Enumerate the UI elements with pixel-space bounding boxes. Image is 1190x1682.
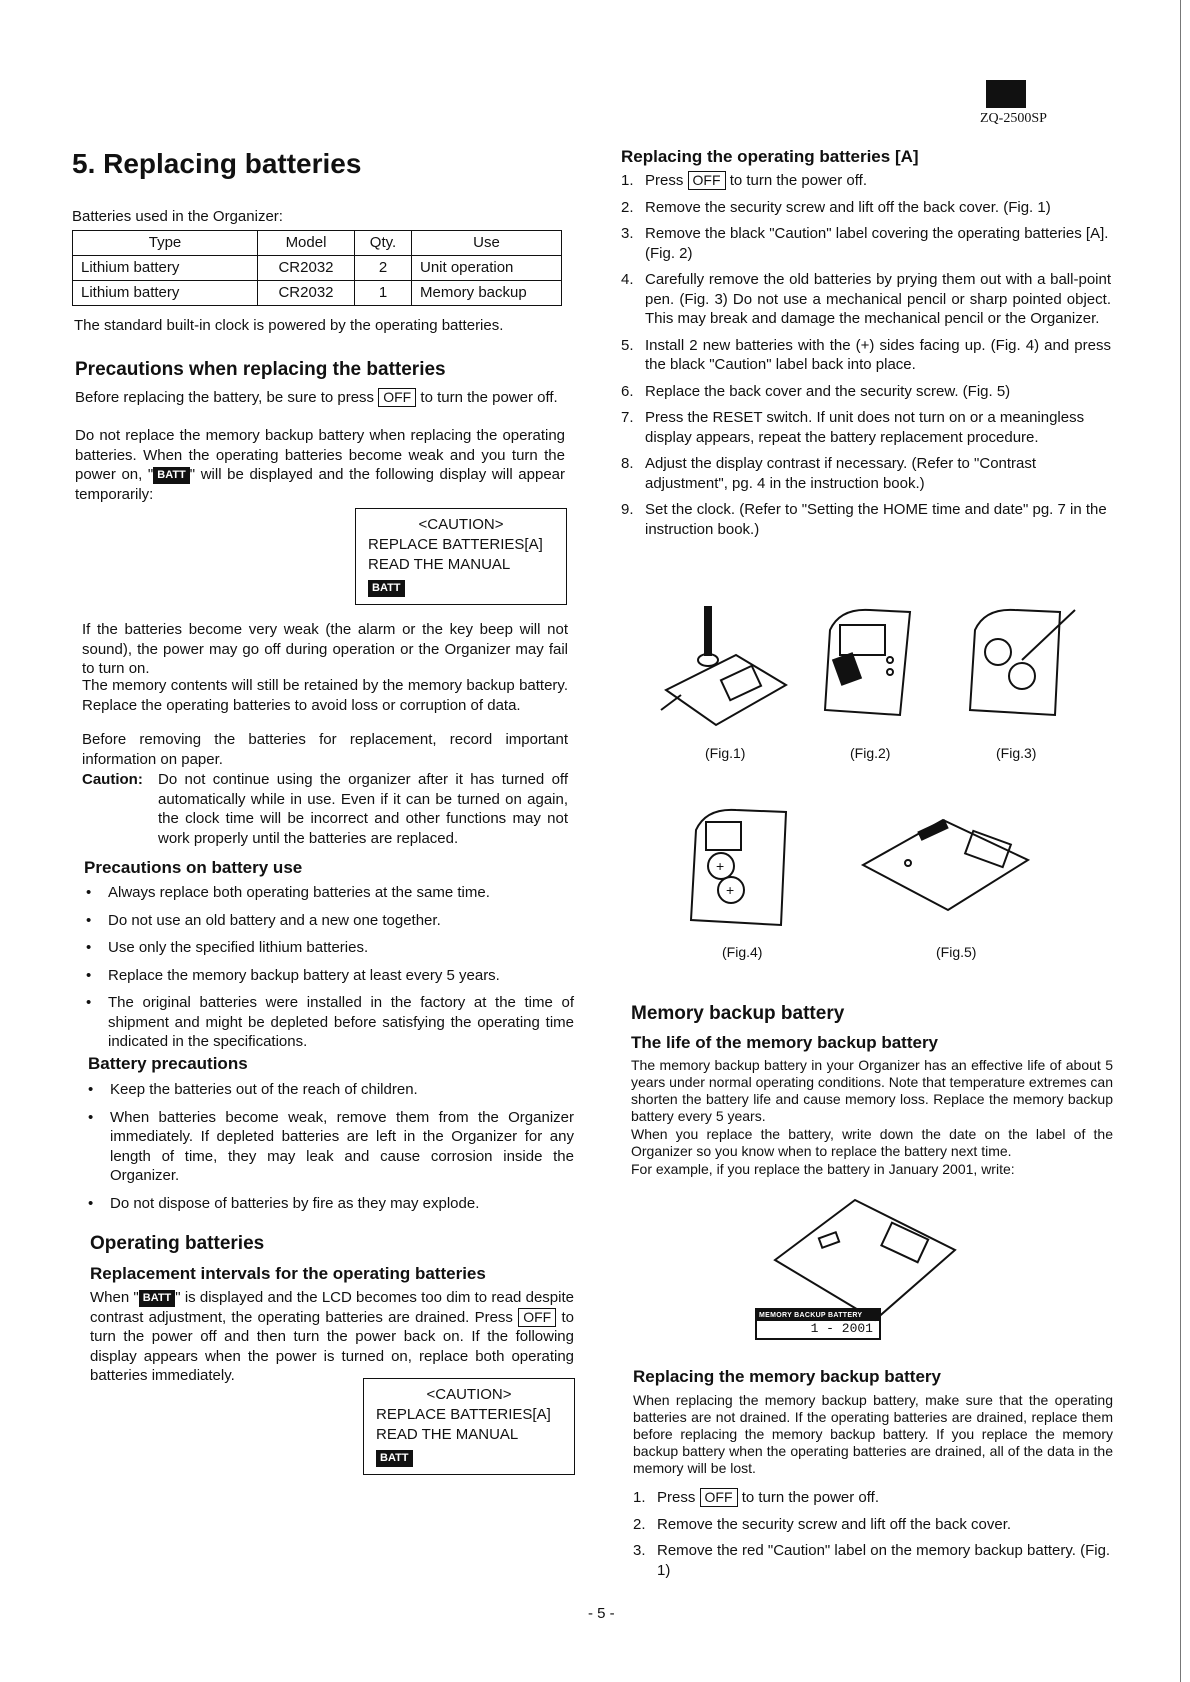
caution-display-1 — [355, 508, 567, 605]
list-item: 6. Replace the back cover and the security screw. (Fig. 5) — [621, 382, 1011, 400]
battery-table — [72, 230, 562, 306]
cell: Lithium battery — [73, 256, 258, 281]
table-row — [73, 281, 562, 306]
memory-retained-paragraph: The memory contents will still be retained by the memory backup battery. Replace the operating batteries to avoid loss or corruption of data. — [82, 677, 568, 714]
text: " is displayed and the LCD becomes too dim to read despite contrast adjustment, the operating batteries are drained. Press — [90, 1289, 574, 1326]
text: When " — [90, 1289, 139, 1306]
text: " will be displayed and the following display will appear temporarily: — [75, 466, 565, 503]
replacing-operating-heading: Replacing the operating batteries [A] — [621, 147, 919, 166]
weak-batteries-paragraph: If the batteries become very weak (the alarm or the key beep will not sound), the power may go off during operation or the Organizer may fail to turn on. — [82, 621, 568, 677]
life-paragraph-2: When you replace the battery, write down the date on the label of the Organizer so you know when to replace the battery next time. — [631, 1126, 1113, 1159]
svg-text:+: + — [716, 858, 725, 874]
caution-line: REPLACE BATTERIES[A] — [368, 536, 543, 553]
list-item: • Do not dispose of batteries by fire as they may explode. — [88, 1194, 480, 1212]
text: Do not replace the memory backup battery when replacing the operating batteries. When the operating batteries become weak and you turn the power on, " — [75, 427, 565, 483]
precautions-use-heading: Precautions on battery use — [84, 858, 303, 877]
cell: Memory backup — [412, 281, 562, 306]
list-item: 7. Press the RESET switch. If unit does not turn on or a meaningless display appears, repeat the battery replacement procedure. — [621, 409, 1085, 446]
cell: Unit operation — [412, 256, 562, 281]
cell: Lithium battery — [73, 281, 258, 306]
list-item: 3. Remove the black "Caution" label covering the operating batteries [A]. (Fig. 2) — [621, 225, 1109, 262]
text: to turn the power off. — [420, 389, 558, 406]
caution-line: READ THE MANUAL — [368, 556, 511, 573]
batt-indicator-icon: BATT — [139, 1290, 176, 1307]
off-key: OFF — [700, 1488, 738, 1507]
off-key: OFF — [688, 171, 726, 190]
replacement-intervals-paragraph — [90, 1288, 574, 1386]
replacing-operating-steps — [621, 171, 1111, 546]
fig1-label: (Fig.1) — [705, 745, 746, 761]
list-item: • The original batteries were installed in the factory at the time of shipment and might be depleted before satisfying the operating time indicated in the specifications. — [86, 994, 574, 1050]
precautions-paragraph-2 — [75, 426, 565, 504]
col-type: Type — [73, 231, 258, 256]
fig1-illustration — [656, 600, 796, 730]
list-item: • Use only the specified lithium batteries. — [86, 939, 369, 956]
cell: CR2032 — [258, 281, 355, 306]
list-item: • Keep the batteries out of the reach of children. — [88, 1081, 418, 1098]
col-use: Use — [412, 231, 562, 256]
fig3-illustration — [960, 600, 1090, 730]
col-qty: Qty. — [355, 231, 412, 256]
fig2-label: (Fig.2) — [850, 745, 891, 761]
off-key: OFF — [518, 1308, 556, 1327]
svg-text:+: + — [726, 882, 735, 898]
life-paragraph-1: The memory backup battery in your Organizer has an effective life of about 5 years under normal operating conditions. Note that temperature extremes can shorten the battery life and cause memory loss. Replace the memory backup battery every 5 years. — [631, 1057, 1113, 1124]
model-number: ZQ-2500SP — [980, 111, 1047, 126]
precautions-paragraph-1 — [75, 388, 565, 408]
memory-label-box — [755, 1308, 881, 1340]
fig3-label: (Fig.3) — [996, 745, 1037, 761]
list-item: 1. Press OFF to turn the power off. — [621, 172, 867, 189]
memory-backup-heading: Memory backup battery — [631, 1003, 845, 1024]
list-item: 2. Remove the security screw and lift off the back cover. (Fig. 1) — [621, 198, 1051, 216]
batt-indicator-icon: BATT — [368, 580, 405, 597]
list-item: 1. Press OFF to turn the power off. — [633, 1489, 879, 1506]
fig4-illustration — [676, 800, 806, 940]
fig5-label: (Fig.5) — [936, 944, 977, 960]
text: Before replacing the battery, be sure to press — [75, 389, 375, 406]
fig4-label: (Fig.4) — [722, 944, 763, 960]
memory-label-title: MEMORY BACKUP BATTERY — [757, 1310, 879, 1321]
list-item: • When batteries become weak, remove them from the Organizer immediately. If depleted batteries are left in the Organizer for any length of time, they may leak and cause corrosion inside the Organizer. — [88, 1108, 574, 1184]
batt-indicator-icon: BATT — [153, 467, 190, 484]
table-row — [73, 256, 562, 281]
caution-text: Do not continue using the organizer after it has turned off automatically while in use. Even if it can be turned on again, the clock time will be incorrect and other functions may not work properly until the batteries are replaced. — [158, 771, 568, 847]
page-title: 5. Replacing batteries — [72, 148, 362, 179]
list-item: • Replace the memory backup battery at least every 5 years. — [86, 966, 500, 984]
battery-precautions-heading: Battery precautions — [88, 1054, 248, 1073]
list-item: 8. Adjust the display contrast if necessary. (Refer to "Contrast adjustment", pg. 4 in the instruction book.) — [621, 455, 1037, 492]
off-key: OFF — [378, 388, 416, 407]
list-item: 2. Remove the security screw and lift off the back cover. — [633, 1515, 1012, 1533]
record-info-paragraph: Before removing the batteries for replacement, record important information on paper. — [82, 731, 568, 768]
col-model: Model — [258, 231, 355, 256]
precautions-replacing-heading: Precautions when replacing the batteries — [75, 359, 446, 380]
caution-line: REPLACE BATTERIES[A] — [376, 1406, 551, 1423]
caution-title: <CAUTION> — [426, 1386, 512, 1403]
text: to turn the power off and then turn the power back on. If the following display appears when the power is turned on, replace both operating batteries immediately. — [90, 1308, 575, 1384]
list-item: 3. Remove the red "Caution" label on the memory backup battery. (Fig. 1) — [633, 1542, 1111, 1579]
fig2-illustration — [810, 600, 940, 730]
batteries-intro: Batteries used in the Organizer: — [72, 208, 283, 225]
caution-line: READ THE MANUAL — [376, 1426, 519, 1443]
operating-batteries-heading: Operating batteries — [90, 1233, 265, 1254]
caution-note — [82, 770, 572, 848]
batt-indicator-icon: BATT — [376, 1450, 413, 1467]
replacing-memory-paragraph: When replacing the memory backup battery, make sure that the operating batteries are not drained. If the operating batteries are drained, replace them before replacing the memory backup battery. If you replace the memory backup battery when the operating batteries are drained, all of the data in the memory will be lost. — [633, 1392, 1113, 1476]
cell: CR2032 — [258, 256, 355, 281]
battery-precautions-list — [86, 1080, 574, 1221]
life-heading: The life of the memory backup battery — [631, 1033, 939, 1052]
clock-note: The standard built-in clock is powered by the operating batteries. — [74, 317, 504, 334]
replacing-memory-heading: Replacing the memory backup battery — [633, 1367, 941, 1386]
cell: 1 — [355, 281, 412, 306]
list-item: 5. Install 2 new batteries with the (+) sides facing up. (Fig. 4) and press the black "Caution" label back into place. — [621, 336, 1111, 373]
page-number: - 5 - — [588, 1605, 615, 1622]
list-item: 9. Set the clock. (Refer to "Setting the HOME time and date" pg. 7 in the instruction book.) — [621, 501, 1107, 538]
caution-title: <CAUTION> — [418, 516, 504, 533]
list-item: • Always replace both operating batteries at the same time. — [86, 884, 490, 901]
precautions-use-list — [84, 883, 574, 1060]
caution-display-2 — [363, 1378, 575, 1475]
header-logo-block — [986, 80, 1026, 108]
fig5-illustration — [858, 805, 1038, 915]
list-item: 4. Carefully remove the old batteries by prying them out with a ball-point pen. (Fig. 3) Do not use a mechanical pencil or sharp pointed object. This may break and damage the mechanical pencil or the Organizer. — [621, 271, 1111, 327]
table-header-row — [73, 231, 562, 256]
life-paragraph-3: For example, if you replace the battery in January 2001, write: — [631, 1161, 1015, 1177]
replacing-memory-steps — [633, 1488, 1113, 1587]
cell: 2 — [355, 256, 412, 281]
caution-label: Caution: — [82, 771, 143, 788]
memory-label-date: 1 - 2001 — [810, 1321, 873, 1337]
scan-edge-line — [1180, 0, 1181, 1682]
list-item: • Do not use an old battery and a new one together. — [86, 911, 441, 929]
replacement-intervals-heading: Replacement intervals for the operating batteries — [90, 1264, 486, 1283]
